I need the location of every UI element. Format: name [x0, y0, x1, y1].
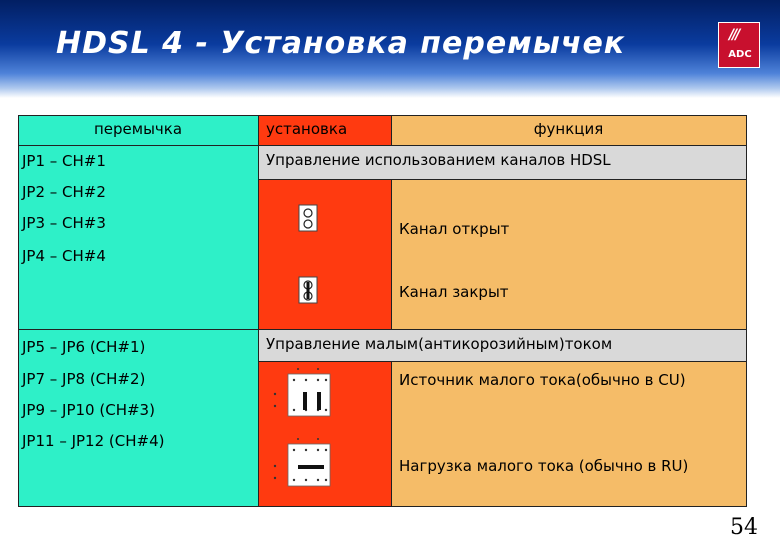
group1-function-cell [391, 179, 746, 329]
option-channel-open: Канал открыт [399, 220, 510, 238]
table-border-bottom [18, 506, 747, 507]
jumper-closed-icon [298, 276, 318, 304]
table-col-divider [391, 115, 392, 145]
adc-logo [718, 22, 760, 68]
page-number: 54 [730, 515, 758, 540]
header-setting-label: установка [266, 120, 348, 138]
table-col-divider [391, 361, 392, 507]
option-current-source: Источник малого тока(обычно в CU) [399, 371, 686, 389]
table-row-divider [258, 361, 747, 362]
table-border-left [18, 115, 19, 507]
group2-section-label: Управление малым(антикорозийным)током [266, 335, 613, 353]
header-cell-setting [258, 115, 391, 145]
group2-section-bar [258, 329, 746, 361]
jumper-item: JP5 – JP6 (CH#1) [22, 338, 146, 356]
header-cell-jumper [18, 115, 258, 145]
header-jumper-label: перемычка [93, 120, 183, 138]
jumper-item: JP11 – JP12 (CH#4) [22, 432, 165, 450]
slide-title: HDSL 4 - Установка перемычек [56, 26, 626, 61]
group1-setting-cell [258, 179, 391, 329]
jumper-item: JP4 – CH#4 [22, 247, 106, 265]
logo-brand-text: ADC [728, 49, 752, 60]
option-current-load: Нагрузка малого тока (обычно в RU) [399, 457, 689, 475]
jumper-open-icon [298, 204, 318, 232]
table-row-divider [18, 145, 747, 146]
option-channel-closed: Канал закрыт [399, 283, 509, 301]
jumper-item: JP2 – CH#2 [22, 183, 106, 201]
jumper-load-icon [270, 436, 332, 488]
jumper-source-icon [270, 366, 332, 418]
group1-jumper-cell [18, 145, 258, 329]
table-col-divider [391, 179, 392, 329]
jumper-item: JP3 – CH#3 [22, 214, 106, 232]
table-row-divider [258, 179, 747, 180]
logo-slashes-icon: /// [729, 27, 739, 43]
header-cell-function [391, 115, 746, 145]
group1-section-bar [258, 145, 746, 179]
table-row-divider [18, 329, 747, 330]
table-border-right [746, 115, 747, 507]
slide-header [0, 0, 780, 98]
table-border-top [18, 115, 747, 116]
jumper-item: JP7 – JP8 (CH#2) [22, 370, 146, 388]
jumper-item: JP9 – JP10 (CH#3) [22, 401, 155, 419]
table-col-divider [258, 115, 259, 507]
group1-section-label: Управление использованием каналов HDSL [266, 151, 611, 169]
jumper-item: JP1 – CH#1 [22, 152, 106, 170]
header-function-label: функция [533, 120, 604, 138]
